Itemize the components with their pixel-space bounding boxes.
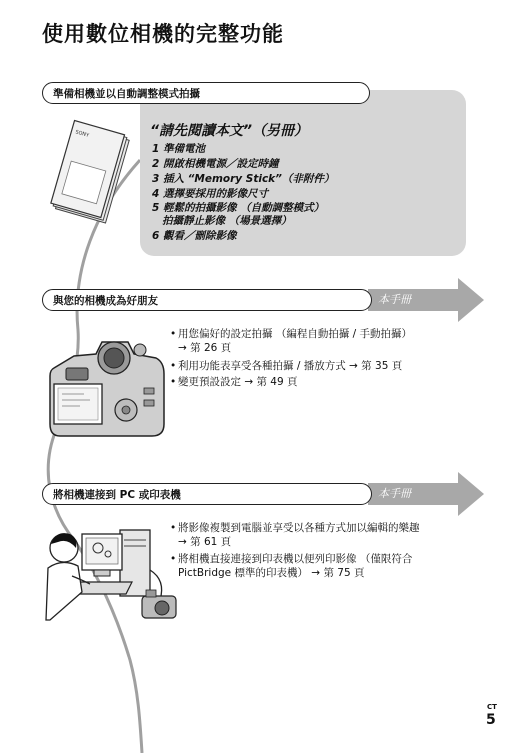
section2-bullet-1: • 用您偏好的設定拍攝 （編程自動拍攝 / 手動拍攝） → 第 26 頁: [170, 328, 413, 354]
page-number: 5: [486, 712, 496, 728]
camera-illustration: [44, 328, 172, 443]
pc-connection-illustration: [42, 520, 182, 630]
step-4: 4 選擇要採用的影像尺寸: [152, 188, 268, 200]
bullet-line-2: → 第 26 頁: [178, 342, 232, 354]
bullet-line: 變更預設設定 → 第 49 頁: [178, 376, 298, 388]
page-title: 使用數位相機的完整功能: [42, 22, 284, 46]
step-1: 1 準備電池: [152, 143, 205, 155]
step-5: 5 輕鬆的拍攝影像 （自動調整模式）: [152, 202, 325, 214]
language-code: CT: [487, 703, 497, 711]
section2-arrow: [458, 278, 484, 322]
section2-bullet-3: • 變更預設設定 → 第 49 頁: [170, 376, 298, 388]
booklet-illustration: [40, 118, 135, 233]
step-3: 3 插入 “Memory Stick”（非附件）: [152, 173, 335, 185]
booklet-brand: SONY: [74, 129, 90, 139]
bullet-line: 將影像複製到電腦並享受以各種方式加以編輯的樂趣: [178, 522, 420, 534]
bullet-line: 用您偏好的設定拍攝 （編程自動拍攝 / 手動拍攝）: [178, 328, 413, 340]
section3-bullet-1: • 將影像複製到電腦並享受以各種方式加以編輯的樂趣 → 第 61 頁: [170, 522, 420, 548]
section3-manual-label: 本手冊: [368, 483, 458, 505]
section3-bullet-2: • 將相機直接連接到印表機以便列印影像 （僅限符合 PictBridge 標準的印表機） → 第 75 頁: [170, 553, 413, 579]
step-5-sub: 拍攝靜止影像 （場景選擇）: [162, 215, 292, 227]
section1-heading: 準備相機並以自動調整模式拍攝: [42, 82, 370, 104]
step-6: 6 觀看／刪除影像: [152, 230, 237, 242]
section2-manual-label: 本手冊: [368, 289, 458, 311]
bullet-line-2: → 第 61 頁: [178, 536, 232, 548]
step-2: 2 開啟相機電源／設定時鐘: [152, 158, 279, 170]
bullet-line: 利用功能表享受各種拍攝 / 播放方式 → 第 35 頁: [178, 360, 403, 372]
reference-title: “請先閱讀本文”（另冊）: [150, 123, 309, 139]
section2-heading: 與您的相機成為好朋友: [42, 289, 372, 311]
bullet-line: 將相機直接連接到印表機以便列印影像 （僅限符合: [178, 553, 413, 565]
section3-arrow: [458, 472, 484, 516]
section2-bullet-2: • 利用功能表享受各種拍攝 / 播放方式 → 第 35 頁: [170, 360, 403, 372]
bullet-line-2: PictBridge 標準的印表機） → 第 75 頁: [178, 567, 365, 579]
section3-heading: 將相機連接到 PC 或印表機: [42, 483, 372, 505]
